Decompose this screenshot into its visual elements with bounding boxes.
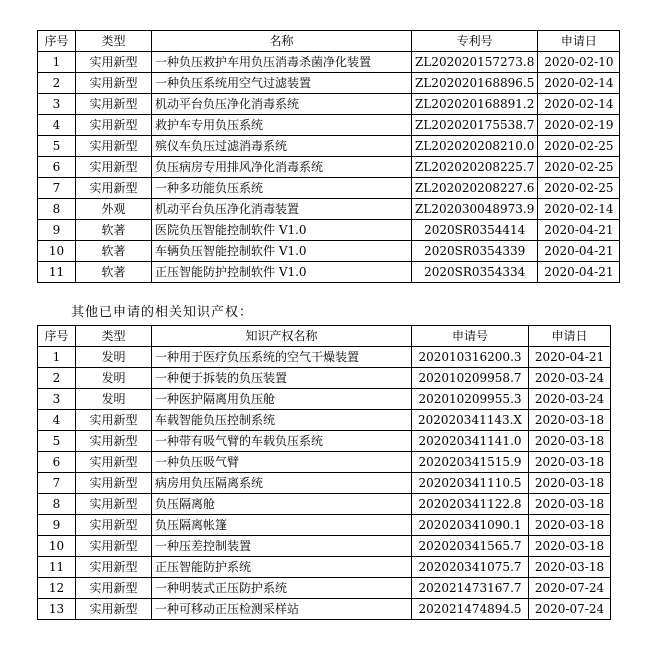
cell-name: 一种压差控制装置 [152,536,412,557]
cell-date: 2020-02-14 [538,94,620,115]
cell-number: 2020SR0354414 [412,220,538,241]
cell-date: 2020-04-21 [538,241,620,262]
table-row [38,178,620,199]
cell-type: 软著 [76,220,152,241]
cell-name: 一种可移动正压检测采样站 [152,599,412,620]
cell-date: 2020-04-21 [538,262,620,283]
table-row [38,536,611,557]
cell-name: 一种负压吸气臂 [152,452,412,473]
cell-date: 2020-02-14 [538,73,620,94]
cell-type: 实用新型 [76,431,152,452]
cell-type: 实用新型 [76,136,152,157]
table-header-row [38,326,611,347]
cell-type: 实用新型 [76,536,152,557]
cell-index: 8 [38,199,76,220]
cell-number: 202020341515.9 [412,452,529,473]
cell-index: 2 [38,368,76,389]
cell-index: 2 [38,73,76,94]
cell-type: 实用新型 [76,515,152,536]
table-row [38,347,611,368]
cell-number: 202020341122.8 [412,494,529,515]
header-ip-name: 知识产权名称 [152,326,412,347]
cell-number: 202021473167.7 [412,578,529,599]
table-body [38,347,611,620]
table-row [38,241,620,262]
header-index: 序号 [38,31,76,52]
cell-index: 4 [38,410,76,431]
cell-index: 8 [38,494,76,515]
cell-index: 6 [38,157,76,178]
cell-number: 202020341075.7 [412,557,529,578]
cell-index: 13 [38,599,76,620]
table-row [38,262,620,283]
cell-index: 9 [38,220,76,241]
cell-index: 1 [38,52,76,73]
cell-name: 车辆负压智能控制软件 V1.0 [152,241,412,262]
cell-date: 2020-02-10 [538,52,620,73]
table-body [38,52,620,283]
patent-table [37,30,620,283]
table-row [38,578,611,599]
cell-type: 发明 [76,347,152,368]
cell-type: 实用新型 [76,157,152,178]
table-row [38,515,611,536]
cell-index: 3 [38,94,76,115]
cell-number: 202010209955.3 [412,389,529,410]
cell-name: 机动平台负压净化消毒系统 [152,94,412,115]
cell-type: 外观 [76,199,152,220]
cell-date: 2020-03-18 [529,410,611,431]
cell-name: 一种多功能负压系统 [152,178,412,199]
cell-date: 2020-02-25 [538,136,620,157]
cell-date: 2020-03-24 [529,389,611,410]
cell-date: 2020-03-18 [529,557,611,578]
cell-number: 202021474894.5 [412,599,529,620]
cell-number: 2020SR0354339 [412,241,538,262]
cell-name: 一种负压救护车用负压消毒杀菌净化装置 [152,52,412,73]
cell-index: 11 [38,557,76,578]
cell-number: 202010209958.7 [412,368,529,389]
header-index: 序号 [38,326,76,347]
cell-name: 一种用于医疗负压系统的空气干燥装置 [152,347,412,368]
cell-number: ZL202020157273.8 [412,52,538,73]
cell-date: 2020-04-21 [529,347,611,368]
cell-name: 救护车专用负压系统 [152,115,412,136]
cell-index: 5 [38,431,76,452]
table-row [38,389,611,410]
table-row [38,599,611,620]
cell-type: 软著 [76,241,152,262]
cell-name: 医院负压智能控制软件 V1.0 [152,220,412,241]
cell-index: 6 [38,452,76,473]
cell-name: 正压智能防护系统 [152,557,412,578]
table-row [38,94,620,115]
table-row [38,473,611,494]
header-application-no: 申请号 [412,326,529,347]
cell-date: 2020-03-18 [529,473,611,494]
section-caption: 其他已申请的相关知识产权： [71,305,254,320]
table-row [38,220,620,241]
table-row [38,452,611,473]
cell-name: 负压病房专用排风净化消毒系统 [152,157,412,178]
cell-type: 实用新型 [76,494,152,515]
cell-index: 5 [38,136,76,157]
cell-date: 2020-07-24 [529,599,611,620]
table-row [38,368,611,389]
cell-name: 车载智能负压控制系统 [152,410,412,431]
cell-date: 2020-02-19 [538,115,620,136]
cell-date: 2020-03-18 [529,515,611,536]
cell-index: 3 [38,389,76,410]
cell-name: 殡仪车负压过滤消毒系统 [152,136,412,157]
cell-date: 2020-02-25 [538,178,620,199]
table-row [38,410,611,431]
cell-type: 实用新型 [76,452,152,473]
cell-name: 一种明装式正压防护系统 [152,578,412,599]
cell-number: 202020341110.5 [412,473,529,494]
cell-type: 实用新型 [76,410,152,431]
header-type: 类型 [76,326,152,347]
cell-name: 负压隔离帐篷 [152,515,412,536]
cell-type: 软著 [76,262,152,283]
header-patent-no: 专利号 [412,31,538,52]
cell-index: 10 [38,241,76,262]
cell-type: 发明 [76,368,152,389]
cell-number: ZL202020208210.0 [412,136,538,157]
table-row [38,136,620,157]
header-date: 申请日 [529,326,611,347]
cell-type: 实用新型 [76,578,152,599]
header-date: 申请日 [538,31,620,52]
cell-number: 202020341141.0 [412,431,529,452]
cell-name: 负压隔离舱 [152,494,412,515]
cell-type: 实用新型 [76,557,152,578]
table-row [38,557,611,578]
cell-date: 2020-03-18 [529,536,611,557]
cell-type: 实用新型 [76,73,152,94]
cell-index: 7 [38,178,76,199]
cell-type: 实用新型 [76,473,152,494]
cell-index: 4 [38,115,76,136]
header-type: 类型 [76,31,152,52]
cell-number: ZL202030048973.9 [412,199,538,220]
cell-name: 一种医护隔离用负压舱 [152,389,412,410]
table-row [38,115,620,136]
cell-number: ZL202020168896.5 [412,73,538,94]
table-row [38,157,620,178]
cell-name: 机动平台负压净化消毒装置 [152,199,412,220]
cell-number: ZL202020208225.7 [412,157,538,178]
cell-number: ZL202020168891.2 [412,94,538,115]
table-row [38,73,620,94]
cell-name: 一种带有吸气臂的车载负压系统 [152,431,412,452]
cell-type: 发明 [76,389,152,410]
cell-number: ZL202020175538.7 [412,115,538,136]
header-name: 名称 [152,31,412,52]
cell-date: 2020-03-18 [529,494,611,515]
cell-number: 2020SR0354334 [412,262,538,283]
cell-date: 2020-02-14 [538,199,620,220]
cell-number: 202010316200.3 [412,347,529,368]
cell-number: 202020341090.1 [412,515,529,536]
table-row [38,431,611,452]
cell-type: 实用新型 [76,94,152,115]
cell-name: 病房用负压隔离系统 [152,473,412,494]
table-row [38,494,611,515]
cell-date: 2020-04-21 [538,220,620,241]
cell-index: 9 [38,515,76,536]
cell-date: 2020-07-24 [529,578,611,599]
cell-index: 7 [38,473,76,494]
cell-date: 2020-03-24 [529,368,611,389]
ip-application-table [37,325,611,620]
cell-type: 实用新型 [76,599,152,620]
cell-index: 12 [38,578,76,599]
table-row [38,199,620,220]
cell-date: 2020-03-18 [529,452,611,473]
cell-date: 2020-02-25 [538,157,620,178]
cell-type: 实用新型 [76,52,152,73]
table-header-row [38,31,620,52]
cell-name: 一种负压系统用空气过滤装置 [152,73,412,94]
cell-name: 一种便于拆装的负压装置 [152,368,412,389]
cell-name: 正压智能防护控制软件 V1.0 [152,262,412,283]
cell-type: 实用新型 [76,178,152,199]
cell-number: 202020341565.7 [412,536,529,557]
table-row [38,52,620,73]
cell-date: 2020-03-18 [529,431,611,452]
cell-index: 10 [38,536,76,557]
cell-number: ZL202020208227.6 [412,178,538,199]
cell-index: 1 [38,347,76,368]
cell-index: 11 [38,262,76,283]
cell-type: 实用新型 [76,115,152,136]
cell-number: 202020341143.X [412,410,529,431]
